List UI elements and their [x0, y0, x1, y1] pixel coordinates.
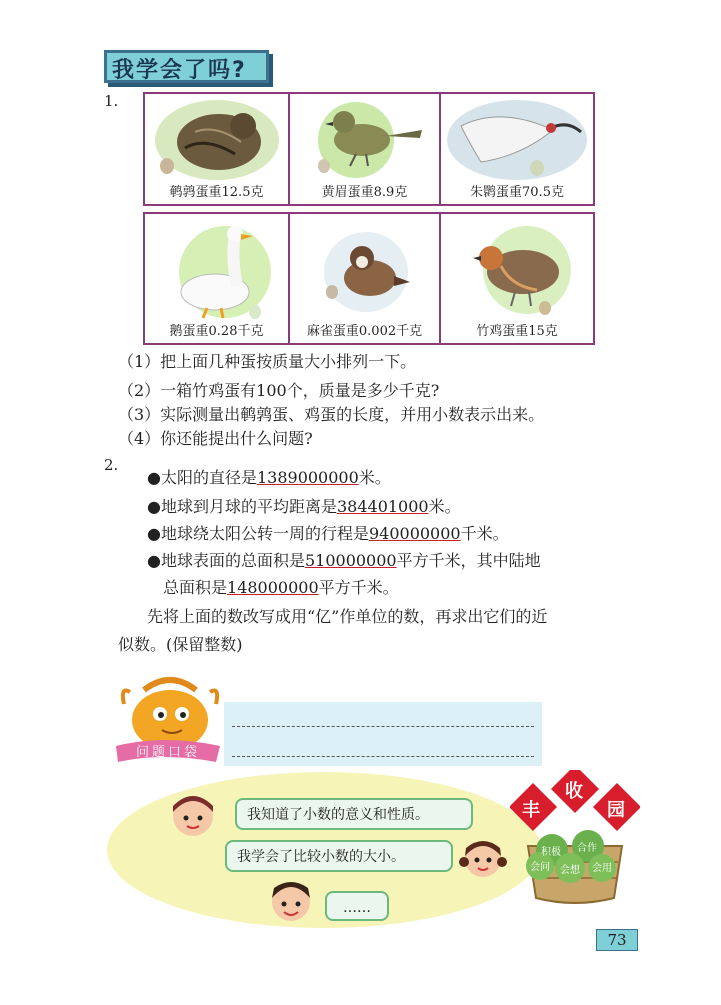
- instruction-line: 似数。(保留整数): [118, 635, 243, 654]
- fact-line: [147, 494, 461, 517]
- harvest-title-char: 丰: [522, 800, 540, 821]
- pocket-label: 问题口袋: [136, 745, 201, 760]
- section-1-number: 1.: [104, 92, 119, 110]
- speech-bubble: 我学会了比较小数的大小。: [225, 840, 453, 872]
- bamboo-partridge-icon: [441, 216, 593, 322]
- boy-avatar-icon: [266, 876, 316, 928]
- fact-line: [147, 521, 509, 544]
- bird-card-goose: [143, 212, 290, 345]
- fruit-label: 会想: [560, 865, 580, 876]
- fact-text: 平方千米，其中陆地: [396, 551, 541, 570]
- fact-text: ●地球绕太阳公转一周的行程是: [147, 524, 369, 543]
- harvest-title-char: 园: [607, 800, 625, 821]
- page-number: 73: [596, 929, 638, 951]
- ibis-icon: [441, 96, 593, 184]
- answer-line[interactable]: [232, 756, 534, 757]
- question-4: （4）你还能提出什么问题?: [118, 429, 313, 448]
- fact-text: 千米。: [460, 524, 509, 543]
- quail-icon: [145, 96, 288, 184]
- fact-number: 1389000000: [256, 468, 359, 487]
- fact-text: ●地球表面的总面积是: [147, 551, 305, 570]
- fact-number: 510000000: [304, 551, 397, 570]
- warbler-icon: [290, 96, 439, 184]
- girl-pigtails-icon: [458, 834, 508, 884]
- fact-text: 平方千米。: [318, 578, 399, 597]
- bird-card-warbler: [288, 92, 441, 206]
- answer-line[interactable]: [232, 726, 534, 727]
- question-3: （3）实际测量出鹌鹑蛋、鸡蛋的长度，并用小数表示出来。: [118, 405, 545, 424]
- goose-icon: [145, 216, 288, 322]
- fact-text: ●地球到月球的平均距离是: [147, 497, 337, 516]
- girl-avatar-icon: [168, 792, 218, 840]
- bird-caption: 鹅蛋重0.28千克: [169, 324, 264, 339]
- section-2-number: 2.: [104, 456, 119, 474]
- fact-text: ●太阳的直径是: [147, 468, 257, 487]
- fact-line: [163, 575, 399, 598]
- fruit-label: 合作: [577, 843, 597, 854]
- fruit-label: 会问: [530, 862, 550, 873]
- fact-line: [147, 548, 541, 571]
- speech-bubble: 我知道了小数的意义和性质。: [235, 798, 473, 830]
- bird-card-quail: [143, 92, 290, 206]
- fruit-label: 积极: [541, 847, 561, 858]
- bird-caption: 麻雀蛋重0.002千克: [306, 324, 423, 339]
- bird-caption: 竹鸡蛋重15克: [476, 324, 558, 339]
- fact-text: 米。: [428, 497, 461, 516]
- sparrow-icon: [290, 216, 439, 322]
- bird-card-sparrow: [288, 212, 441, 345]
- bird-caption: 朱鹮蛋重70.5克: [470, 185, 564, 200]
- speech-bubble: ……: [325, 891, 389, 921]
- harvest-title-char: 收: [565, 781, 583, 802]
- fruit-label: 会用: [592, 863, 612, 874]
- bird-card-ibis: [439, 92, 595, 206]
- question-1: （1）把上面几种蛋按质量大小排列一下。: [118, 352, 417, 371]
- page-title: 我学会了吗?: [112, 58, 247, 83]
- bird-caption: 黄眉蛋重8.9克: [321, 185, 408, 200]
- question-2: （2）一箱竹鸡蛋有100个，质量是多少千克?: [118, 381, 440, 400]
- fact-text: 米。: [358, 468, 391, 487]
- instruction-line: 先将上面的数改写成用“亿”作单位的数，再求出它们的近: [147, 607, 548, 626]
- bird-caption: 鹌鹑蛋重12.5克: [169, 185, 264, 200]
- fact-number: 148000000: [227, 578, 319, 597]
- fact-number: 940000000: [368, 524, 461, 543]
- answer-area: [224, 702, 542, 766]
- fact-text: 总面积是: [163, 578, 228, 597]
- bird-card-bamboo-partridge: [439, 212, 595, 345]
- fact-number: 384401000: [336, 497, 429, 516]
- fact-line: [147, 465, 391, 488]
